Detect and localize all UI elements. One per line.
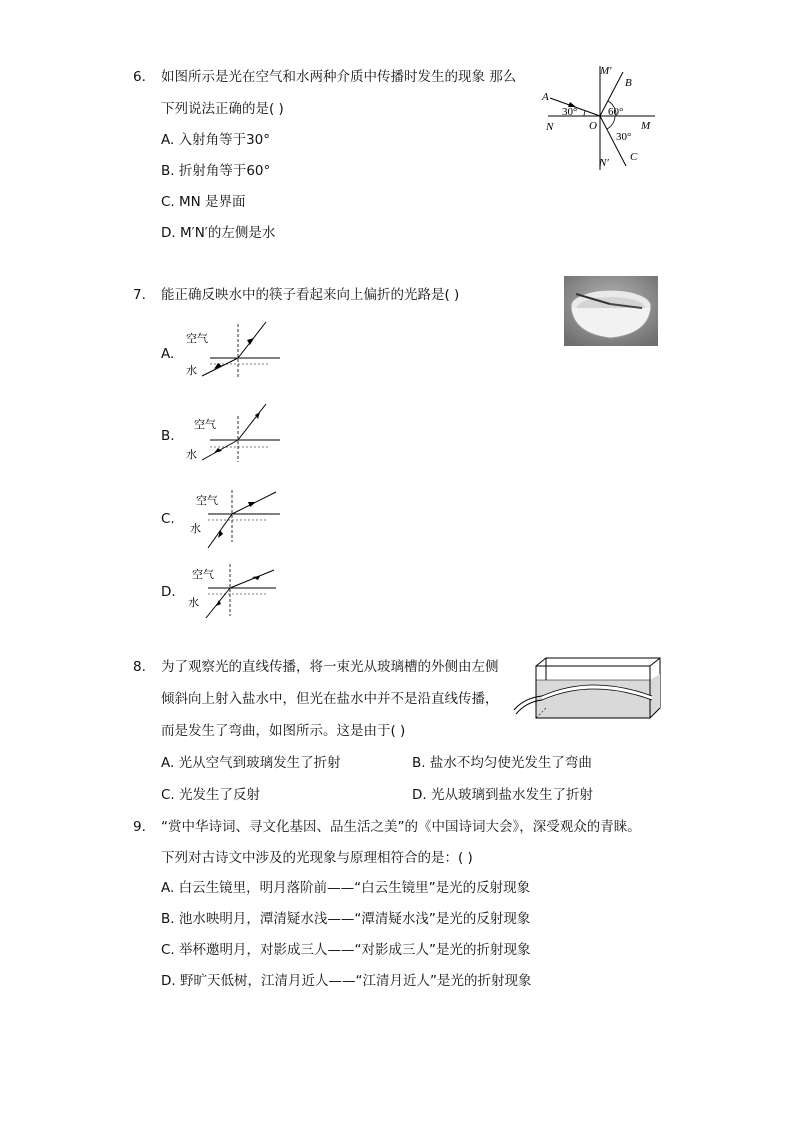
label-air: 空气: [186, 332, 208, 345]
label-n-prime: N′: [599, 157, 609, 169]
label-water: 水: [186, 448, 197, 461]
question-stem: 为了观察光的直线传播，将一束光从玻璃槽的外侧由左侧: [161, 659, 499, 675]
option-a[interactable]: A.: [161, 346, 175, 362]
label-n: N: [546, 121, 554, 133]
question-stem: 而是发生了弯曲，如图所示。这是由于( ): [161, 723, 406, 739]
question-stem: “赏中华诗词、寻文化基因、品生活之美”的《中国诗词大会》，深受观众的青睐。: [161, 819, 641, 835]
label-water: 水: [188, 596, 199, 609]
label-air: 空气: [196, 494, 218, 507]
label-m: M: [641, 120, 651, 132]
glass-tank-diagram: [512, 652, 664, 724]
option-d[interactable]: D. M′N′的左侧是水: [161, 225, 276, 241]
option-b[interactable]: B. 折射角等于60°: [161, 163, 271, 179]
question-stem: 下列对古诗文中涉及的光现象与原理相符合的是：( ): [161, 850, 473, 866]
label-air: 空气: [194, 418, 216, 431]
refraction-diagram: [540, 60, 660, 175]
option-c[interactable]: C. 光发生了反射: [161, 787, 261, 803]
option-b[interactable]: B. 盐水不均匀使光发生了弯曲: [412, 755, 592, 771]
option-b[interactable]: B.: [161, 428, 175, 444]
label-c: C: [630, 151, 638, 163]
chopstick-bowl-photo: [564, 276, 658, 346]
question-stem: 如图所示是光在空气和水两种介质中传播时发生的现象 那么: [161, 69, 517, 85]
label-water: 水: [186, 364, 197, 377]
label-air: 空气: [192, 568, 214, 581]
question-number: 9.: [133, 819, 146, 835]
option-d[interactable]: D. 野旷天低树，江清月近人——“江清月近人”是光的折射现象: [161, 973, 532, 989]
option-c[interactable]: C. MN 是界面: [161, 194, 246, 210]
option-c[interactable]: C. 举杯邀明月，对影成三人——“对影成三人”是光的折射现象: [161, 942, 531, 958]
option-a[interactable]: A. 白云生镜里，明月落阶前——“白云生镜里”是光的反射现象: [161, 880, 531, 896]
option-d[interactable]: D.: [161, 584, 176, 600]
question-stem: 下列说法正确的是( ): [161, 101, 284, 117]
label-o: O: [589, 120, 597, 132]
option-c[interactable]: C.: [161, 511, 175, 527]
label-a: A: [542, 91, 549, 103]
option-a[interactable]: A. 光从空气到玻璃发生了折射: [161, 755, 341, 771]
option-a[interactable]: A. 入射角等于30°: [161, 132, 271, 148]
question-stem: 倾斜向上射入盐水中，但光在盐水中并不是沿直线传播，: [161, 691, 499, 707]
question-number: 7.: [133, 287, 146, 303]
label-m-prime: M′: [600, 65, 612, 77]
angle-right-upper: 60°: [608, 106, 624, 118]
option-c-diagram: [180, 486, 285, 550]
option-a-diagram: [180, 318, 285, 380]
angle-left: 30°: [562, 106, 578, 118]
option-d-diagram: [180, 560, 285, 624]
question-number: 6.: [133, 69, 146, 85]
angle-right-lower: 30°: [616, 131, 632, 143]
option-b-diagram: [180, 400, 285, 464]
question-number: 8.: [133, 659, 146, 675]
question-stem: 能正确反映水中的筷子看起来向上偏折的光路是( ): [161, 287, 460, 303]
label-water: 水: [190, 522, 201, 535]
option-d[interactable]: D. 光从玻璃到盐水发生了折射: [412, 787, 593, 803]
label-b: B: [625, 77, 632, 89]
option-b[interactable]: B. 池水映明月，潭清疑水浅——“潭清疑水浅”是光的反射现象: [161, 911, 531, 927]
